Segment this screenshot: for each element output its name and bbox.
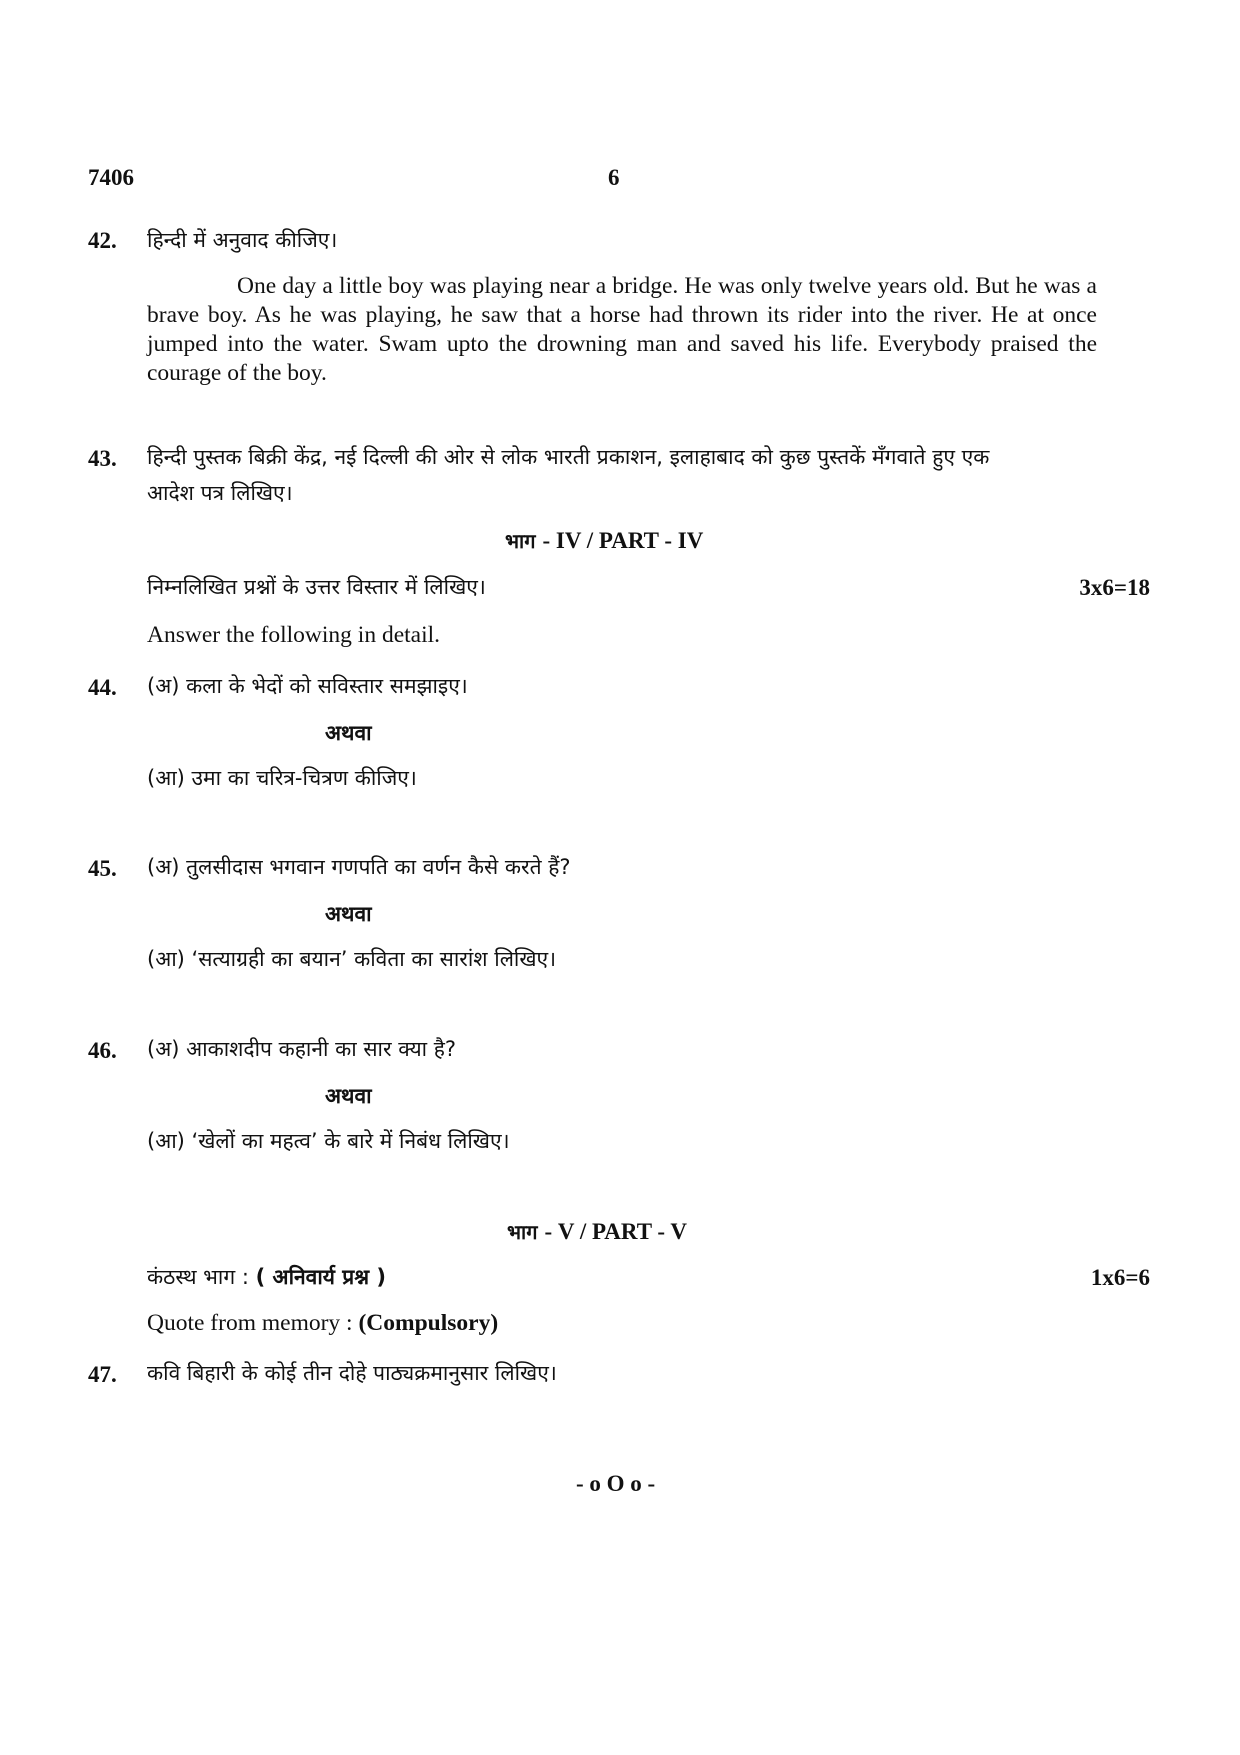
q46-option-a: (अ) आकाशदीप कहानी का सार क्या है?	[147, 1037, 457, 1061]
part-v-title-en: - V / PART - V	[544, 1219, 687, 1244]
question-number-45: 45.	[88, 856, 117, 881]
q45-option-a: (अ) तुलसीदास भगवान गणपति का वर्णन कैसे करते हैं?	[147, 855, 571, 879]
q44-or: अथवा	[325, 721, 372, 745]
q44-option-b: (आ) उमा का चरित्र-चित्रण कीजिए।	[147, 766, 417, 790]
part-iv-heading	[505, 527, 703, 554]
q47-text: कवि बिहारी के कोई तीन दोहे पाठ्यक्रमानुसार लिखिए।	[147, 1361, 557, 1385]
q43-line-2: आदेश पत्र लिखिए।	[147, 481, 293, 505]
q42-instruction: हिन्दी में अनुवाद कीजिए।	[147, 228, 338, 252]
q42-passage: One day a little boy was playing near a bridge. He was only twelve years old. But he was a brave boy. As he was playing, he saw that a horse had thrown its rider into the river. He at once jumped into the water. Swam upto the drowning man and saved his life. Everybody praised the courage of the boy.	[147, 273, 1097, 386]
paper-code: 7406	[88, 165, 134, 190]
question-number-43: 43.	[88, 446, 117, 471]
part-iv-instruction-hi: निम्नलिखित प्रश्नों के उत्तर विस्तार में लिखिए।	[147, 575, 486, 599]
part-v-title-hi: भाग	[507, 1220, 538, 1244]
question-number-42: 42.	[88, 228, 117, 253]
part-v-instruction-en-bold: (Compulsory)	[358, 1310, 499, 1336]
part-iv-title-en: - IV / PART - IV	[542, 528, 704, 553]
question-number-44: 44.	[88, 675, 117, 700]
part-v-instruction-hi-bold: ( अनिवार्य प्रश्न )	[255, 1265, 386, 1289]
q46-option-b: (आ) ‘खेलों का महत्व’ के बारे में निबंध लिखिए।	[147, 1129, 510, 1153]
part-v-marks: 1x6=6	[1090, 1265, 1150, 1290]
q45-option-b: (आ) ‘सत्याग्रही का बयान’ कविता का सारांश लिखिए।	[147, 947, 557, 971]
part-v-instruction-en	[147, 1310, 498, 1337]
part-v-instruction-en-plain: Quote from memory :	[147, 1310, 359, 1336]
q43-line-1: हिन्दी पुस्तक बिक्री केंद्र, नई दिल्ली की ओर से लोक भारती प्रकाशन, इलाहाबाद को कुछ पुस्तकें मँगवाते हुए एक	[147, 445, 990, 469]
q44-option-a: (अ) कला के भेदों को सविस्तार समझाइए।	[147, 674, 468, 698]
q46-or: अथवा	[325, 1084, 372, 1108]
part-v-instruction-hi-plain: कंठस्थ भाग :	[147, 1265, 256, 1289]
part-iv-instruction-en: Answer the following in detail.	[147, 622, 441, 648]
part-v-heading	[507, 1218, 687, 1245]
part-v-instruction-hi	[147, 1263, 386, 1291]
question-number-47: 47.	[88, 1362, 117, 1387]
question-number-46: 46.	[88, 1038, 117, 1063]
part-iv-title-hi: भाग	[505, 529, 536, 553]
q45-or: अथवा	[325, 902, 372, 926]
page-number: 6	[608, 165, 620, 190]
end-mark: - o O o -	[576, 1471, 656, 1496]
part-iv-marks: 3x6=18	[1079, 575, 1150, 600]
